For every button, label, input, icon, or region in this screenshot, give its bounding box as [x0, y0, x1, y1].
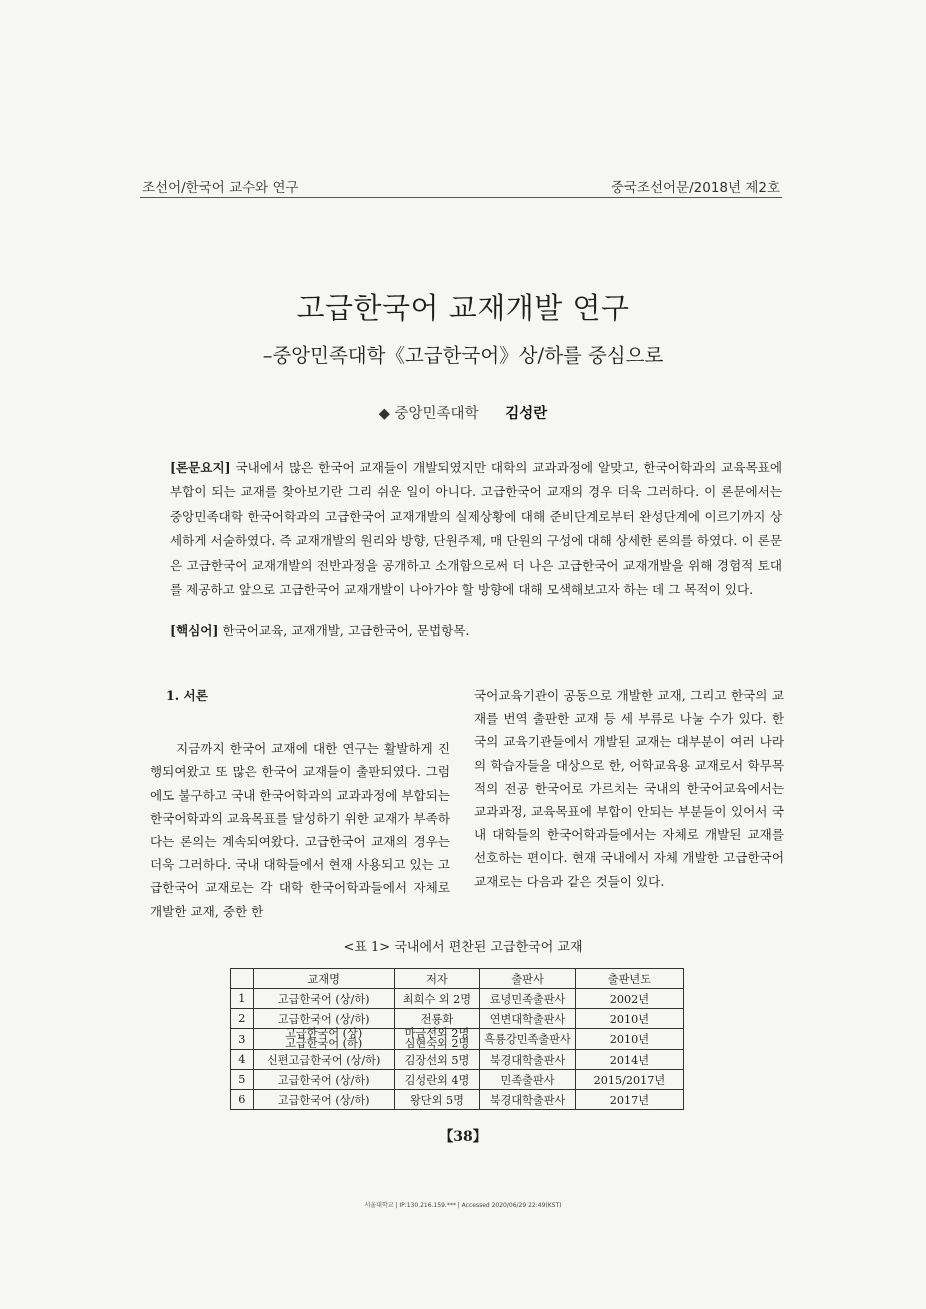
table-cell-publisher: 북경대학출판사 — [480, 1050, 576, 1070]
table-row — [231, 1070, 684, 1090]
body-paragraph-left: 지금까지 한국어 교재에 대한 연구는 활발하게 진행되여왔고 또 많은 한국어 교재들이 출판되였다. 그럼에도 불구하고 국내 한국어학과의 교과과정에 부합되는 한국어학과의 교육목표를 달성하기 위한 교재가 부족하다는 론의는 계속되여왔다. 고급한국어 교재의 경우는 더욱 그러하다. 국내 대학들에서 현재 사용되고 있는 고급한국어 교재로는 각 대학 한국어학과들에서 자체로 개발한 교재, 중한 한 — [150, 741, 450, 919]
running-header-left: 조선어/한국어 교수와 연구 — [142, 180, 299, 196]
header-rule — [140, 197, 782, 198]
section-heading: 1. 서론 — [166, 688, 208, 703]
textbook-table — [230, 968, 684, 1110]
table-cell-author-lower: 심현숙외 2명 — [404, 1037, 470, 1050]
author-affiliation: 중앙민족대학 — [394, 406, 479, 422]
table-cell-title: 고급한국어 (상/하) — [253, 1070, 394, 1090]
table-cell-year: 2002년 — [575, 989, 683, 1009]
table-cell-author: 전룡화 — [394, 1009, 480, 1029]
table-cell-author: 최희수 외 2명 — [394, 989, 480, 1009]
paper-title: 고급한국어 교재개발 연구 — [296, 291, 630, 325]
table-cell-year: 2015/2017년 — [575, 1070, 683, 1090]
table-row — [231, 1029, 684, 1050]
body-paragraph-right: 국어교육기관이 공동으로 개발한 교재, 그리고 한국의 교재를 번역 출판한 교재 등 세 부류로 나눌 수가 있다. 한국의 교육기관들에서 개발된 교재는 대부분이 여러 나라의 학습자들을 대상으로 한, 어학교육용 교재로서 학무목적의 전공 한국어로 가르치는 국내의 한국어교육에서는 교과과정, 교육목표에 부합이 안되는 부분들이 있어서 국내 대학들의 한국어학과들에서는 자체로 개발된 교재를 선호하는 편이다. 현재 국내에서 자체 개발한 고급한국어 교재로는 다음과 같은 것들이 있다. — [474, 688, 784, 889]
table-cell-title: 고급한국어 (상/하) — [253, 1009, 394, 1029]
diamond-icon: ◆ — [378, 406, 390, 422]
table-caption: <표 1> 국내에서 편찬된 고급한국어 교재 — [343, 940, 583, 955]
table-header-cell: 저자 — [394, 969, 480, 989]
table-cell-year: 2010년 — [575, 1009, 683, 1029]
table-row — [231, 989, 684, 1009]
table-cell-no: 4 — [231, 1050, 254, 1070]
access-footer: 서울대학교 | IP:130.216.159.*** | Accessed 2020/06/29 22:49(KST) — [364, 1202, 562, 1209]
table-row — [231, 1050, 684, 1070]
table-cell-author-upper: 마금선외 2명 — [404, 1027, 470, 1040]
table-cell-title-lower: 고급한국어 (하) — [285, 1037, 363, 1050]
table-header-cell: 출판사 — [480, 969, 576, 989]
table-cell-year: 2014년 — [575, 1050, 683, 1070]
table-cell-author: 김성란외 4명 — [394, 1070, 480, 1090]
table-cell-year: 2017년 — [575, 1090, 683, 1110]
keywords — [170, 619, 782, 643]
table-cell-title: 고급한국어 (상/하) — [253, 989, 394, 1009]
abstract-label: [론문요지] — [170, 460, 231, 475]
author-name: 김성란 — [505, 406, 548, 422]
table-cell-publisher: 연변대학출판사 — [480, 1009, 576, 1029]
keywords-label: [핵심어] — [170, 623, 219, 638]
table-cell-title: 신편고급한국어 (상/하) — [253, 1050, 394, 1070]
table-row — [231, 1090, 684, 1110]
body-column-left — [150, 684, 450, 923]
table-cell-publisher: 흑룡강민족출판사 — [480, 1029, 576, 1050]
table-cell-publisher: 료녕민족출판사 — [480, 989, 576, 1009]
abstract-text: 국내에서 많은 한국어 교재들이 개발되였지만 대학의 교과과정에 알맞고, 한국어학과의 교육목표에 부합이 되는 교재를 찾아보기란 그리 쉬운 일이 아니다. 고급한국어 교재의 경우 더욱 그러하다. 이 론문에서는 중앙민족대학 한국어학과의 고급한국어 교재개발의 실제상황에 대해 준비단계로부터 완성단계에 이르기까지 상세하게 서술하였다. 즉 교재개발의 원리와 방향, 단원주제, 매 단원의 구성에 대해 상세한 론의를 하였다. 이 론문은 고급한국어 교재개발의 전반과정을 공개하고 소개함으로써 더 나은 고급한국어 교재개발을 위해 경험적 토대를 제공하고 앞으로 고급한국어 교재개발이 나아가야 할 방향에 대해 모색해보고자 하는 데 그 목적이 있다. — [170, 460, 782, 598]
abstract — [170, 456, 782, 602]
table-header-cell: 출판년도 — [575, 969, 683, 989]
table-cell-title: 고급한국어 (상/하) — [253, 1090, 394, 1110]
keywords-text: 한국어교육, 교재개발, 고급한국어, 문법항목. — [222, 623, 470, 638]
table-cell-publisher: 북경대학출판사 — [480, 1090, 576, 1110]
table-cell-author: 김장선외 5명 — [394, 1050, 480, 1070]
table-cell-no: 3 — [231, 1029, 254, 1050]
table-cell-author — [394, 1029, 480, 1050]
table-header-row — [231, 969, 684, 989]
body-column-right — [474, 684, 784, 893]
table-cell-author: 왕단외 5명 — [394, 1090, 480, 1110]
table-header-cell: 교재명 — [253, 969, 394, 989]
page-number: 【38】 — [439, 1129, 487, 1145]
table-cell-title — [253, 1029, 394, 1050]
running-header-right: 중국조선어문/2018년 제2호 — [610, 180, 780, 196]
table-header-cell — [231, 969, 254, 989]
table-cell-title-upper: 고급한국어 (상) — [285, 1027, 363, 1040]
paper-subtitle: –중앙민족대학《고급한국어》상/하를 중심으로 — [262, 344, 664, 367]
table-row — [231, 1009, 684, 1029]
table-cell-no: 5 — [231, 1070, 254, 1090]
table-cell-year: 2010년 — [575, 1029, 683, 1050]
table-cell-no: 1 — [231, 989, 254, 1009]
author-line — [0, 402, 926, 423]
table-cell-no: 2 — [231, 1009, 254, 1029]
table-cell-publisher: 민족출판사 — [480, 1070, 576, 1090]
table-cell-no: 6 — [231, 1090, 254, 1110]
